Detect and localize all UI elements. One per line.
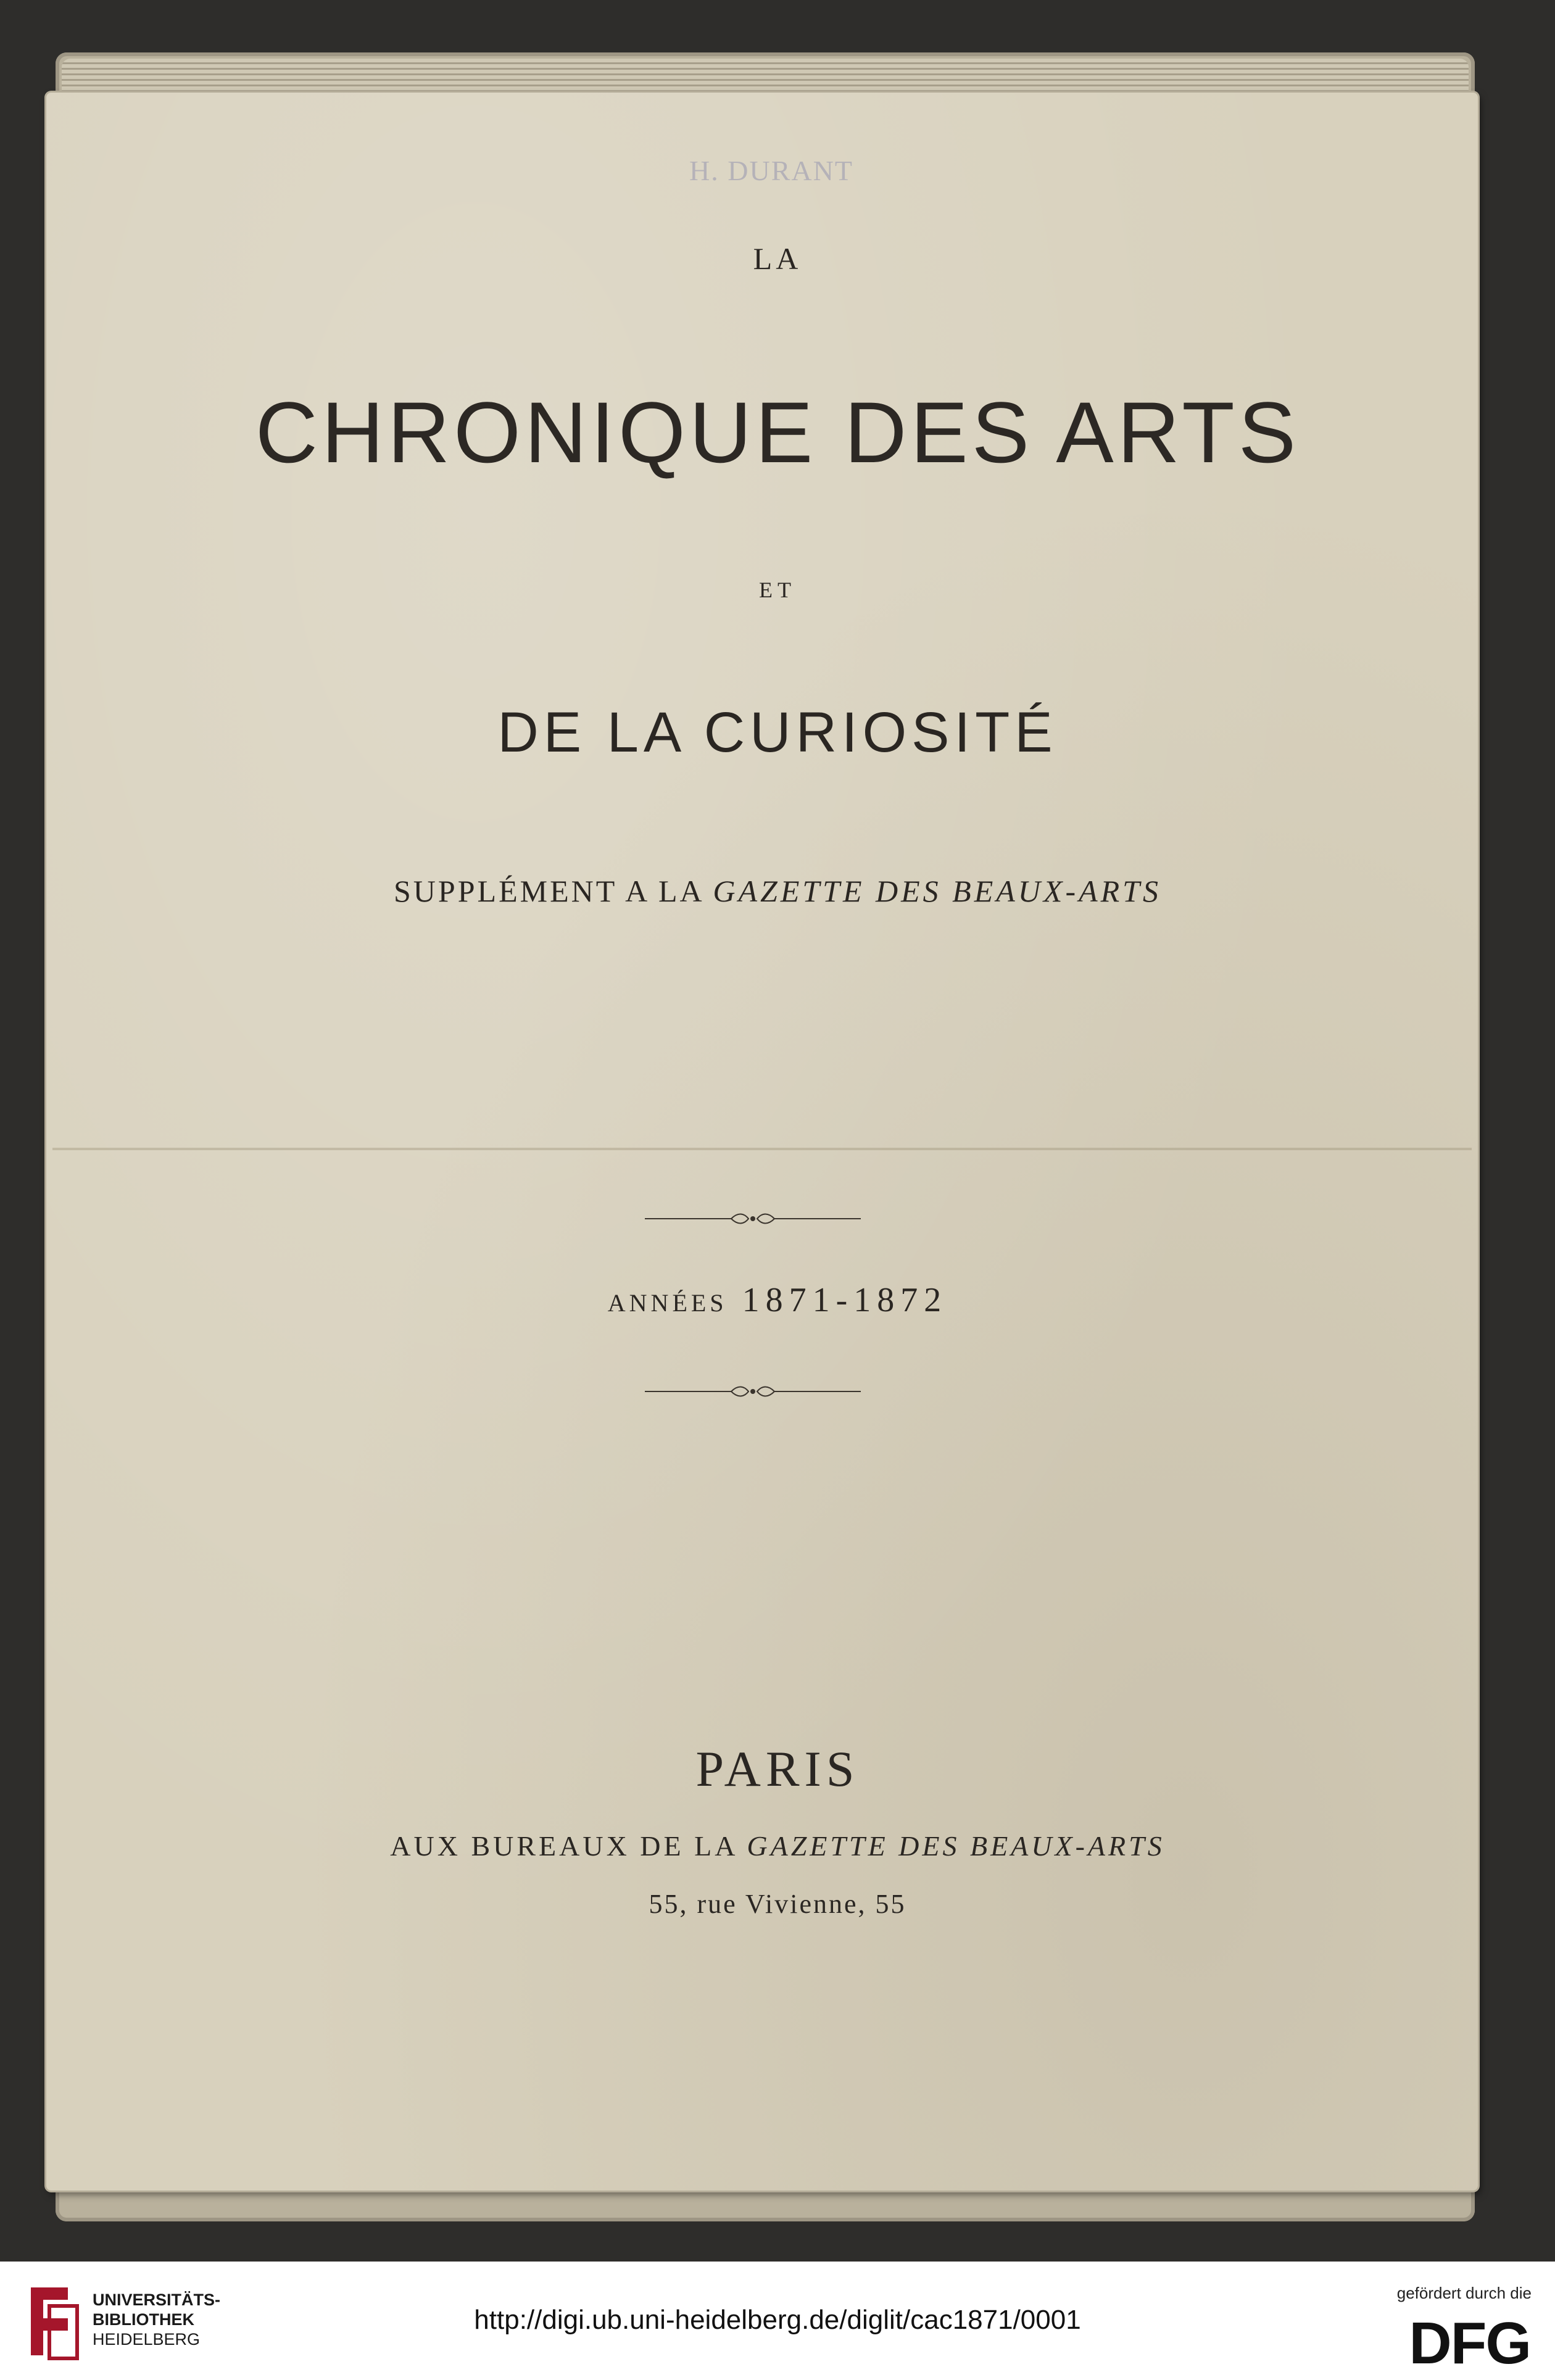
ornament-bottom: [645, 1382, 861, 1401]
funding-note: gefördert durch die: [1396, 2284, 1532, 2302]
years-line: [0, 1280, 1555, 1320]
permalink-url[interactable]: http://digi.ub.uni-heidelberg.de/diglit/cac1871/0001: [474, 2305, 1081, 2335]
supplement-journal: GAZETTE DES BEAUX-ARTS: [713, 874, 1161, 908]
main-title: CHRONIQUE DES ARTS: [255, 384, 1300, 481]
years-label: ANNÉES: [607, 1289, 728, 1317]
city: PARIS: [695, 1741, 860, 1797]
supplement-line: [0, 873, 1555, 909]
library-name-line2: BIBLIOTHEK: [93, 2310, 194, 2329]
years-value: 1871-1872: [742, 1281, 948, 1319]
library-name-line3: HEIDELBERG: [93, 2330, 201, 2349]
library-name-line1: UNIVERSITÄTS-: [93, 2291, 221, 2309]
title-article: LA: [753, 241, 802, 276]
owner-stamp: H. DURANT: [689, 155, 853, 186]
page-fold: [52, 1148, 1472, 1150]
address: 55, rue Vivienne, 55: [649, 1889, 906, 1919]
publisher-line: [0, 1830, 1555, 1862]
publisher-prefix: AUX BUREAUX DE LA: [390, 1830, 747, 1862]
title-conjunction: ET: [759, 578, 796, 602]
subtitle: DE LA CURIOSITÉ: [497, 701, 1058, 764]
footer-bar: [0, 2262, 1555, 2380]
ornament-top: [645, 1209, 861, 1228]
dfg-logo[interactable]: DFG: [1409, 2310, 1530, 2376]
supplement-prefix: SUPPLÉMENT A LA: [394, 874, 713, 908]
publisher-journal: GAZETTE DES BEAUX-ARTS: [747, 1830, 1165, 1862]
